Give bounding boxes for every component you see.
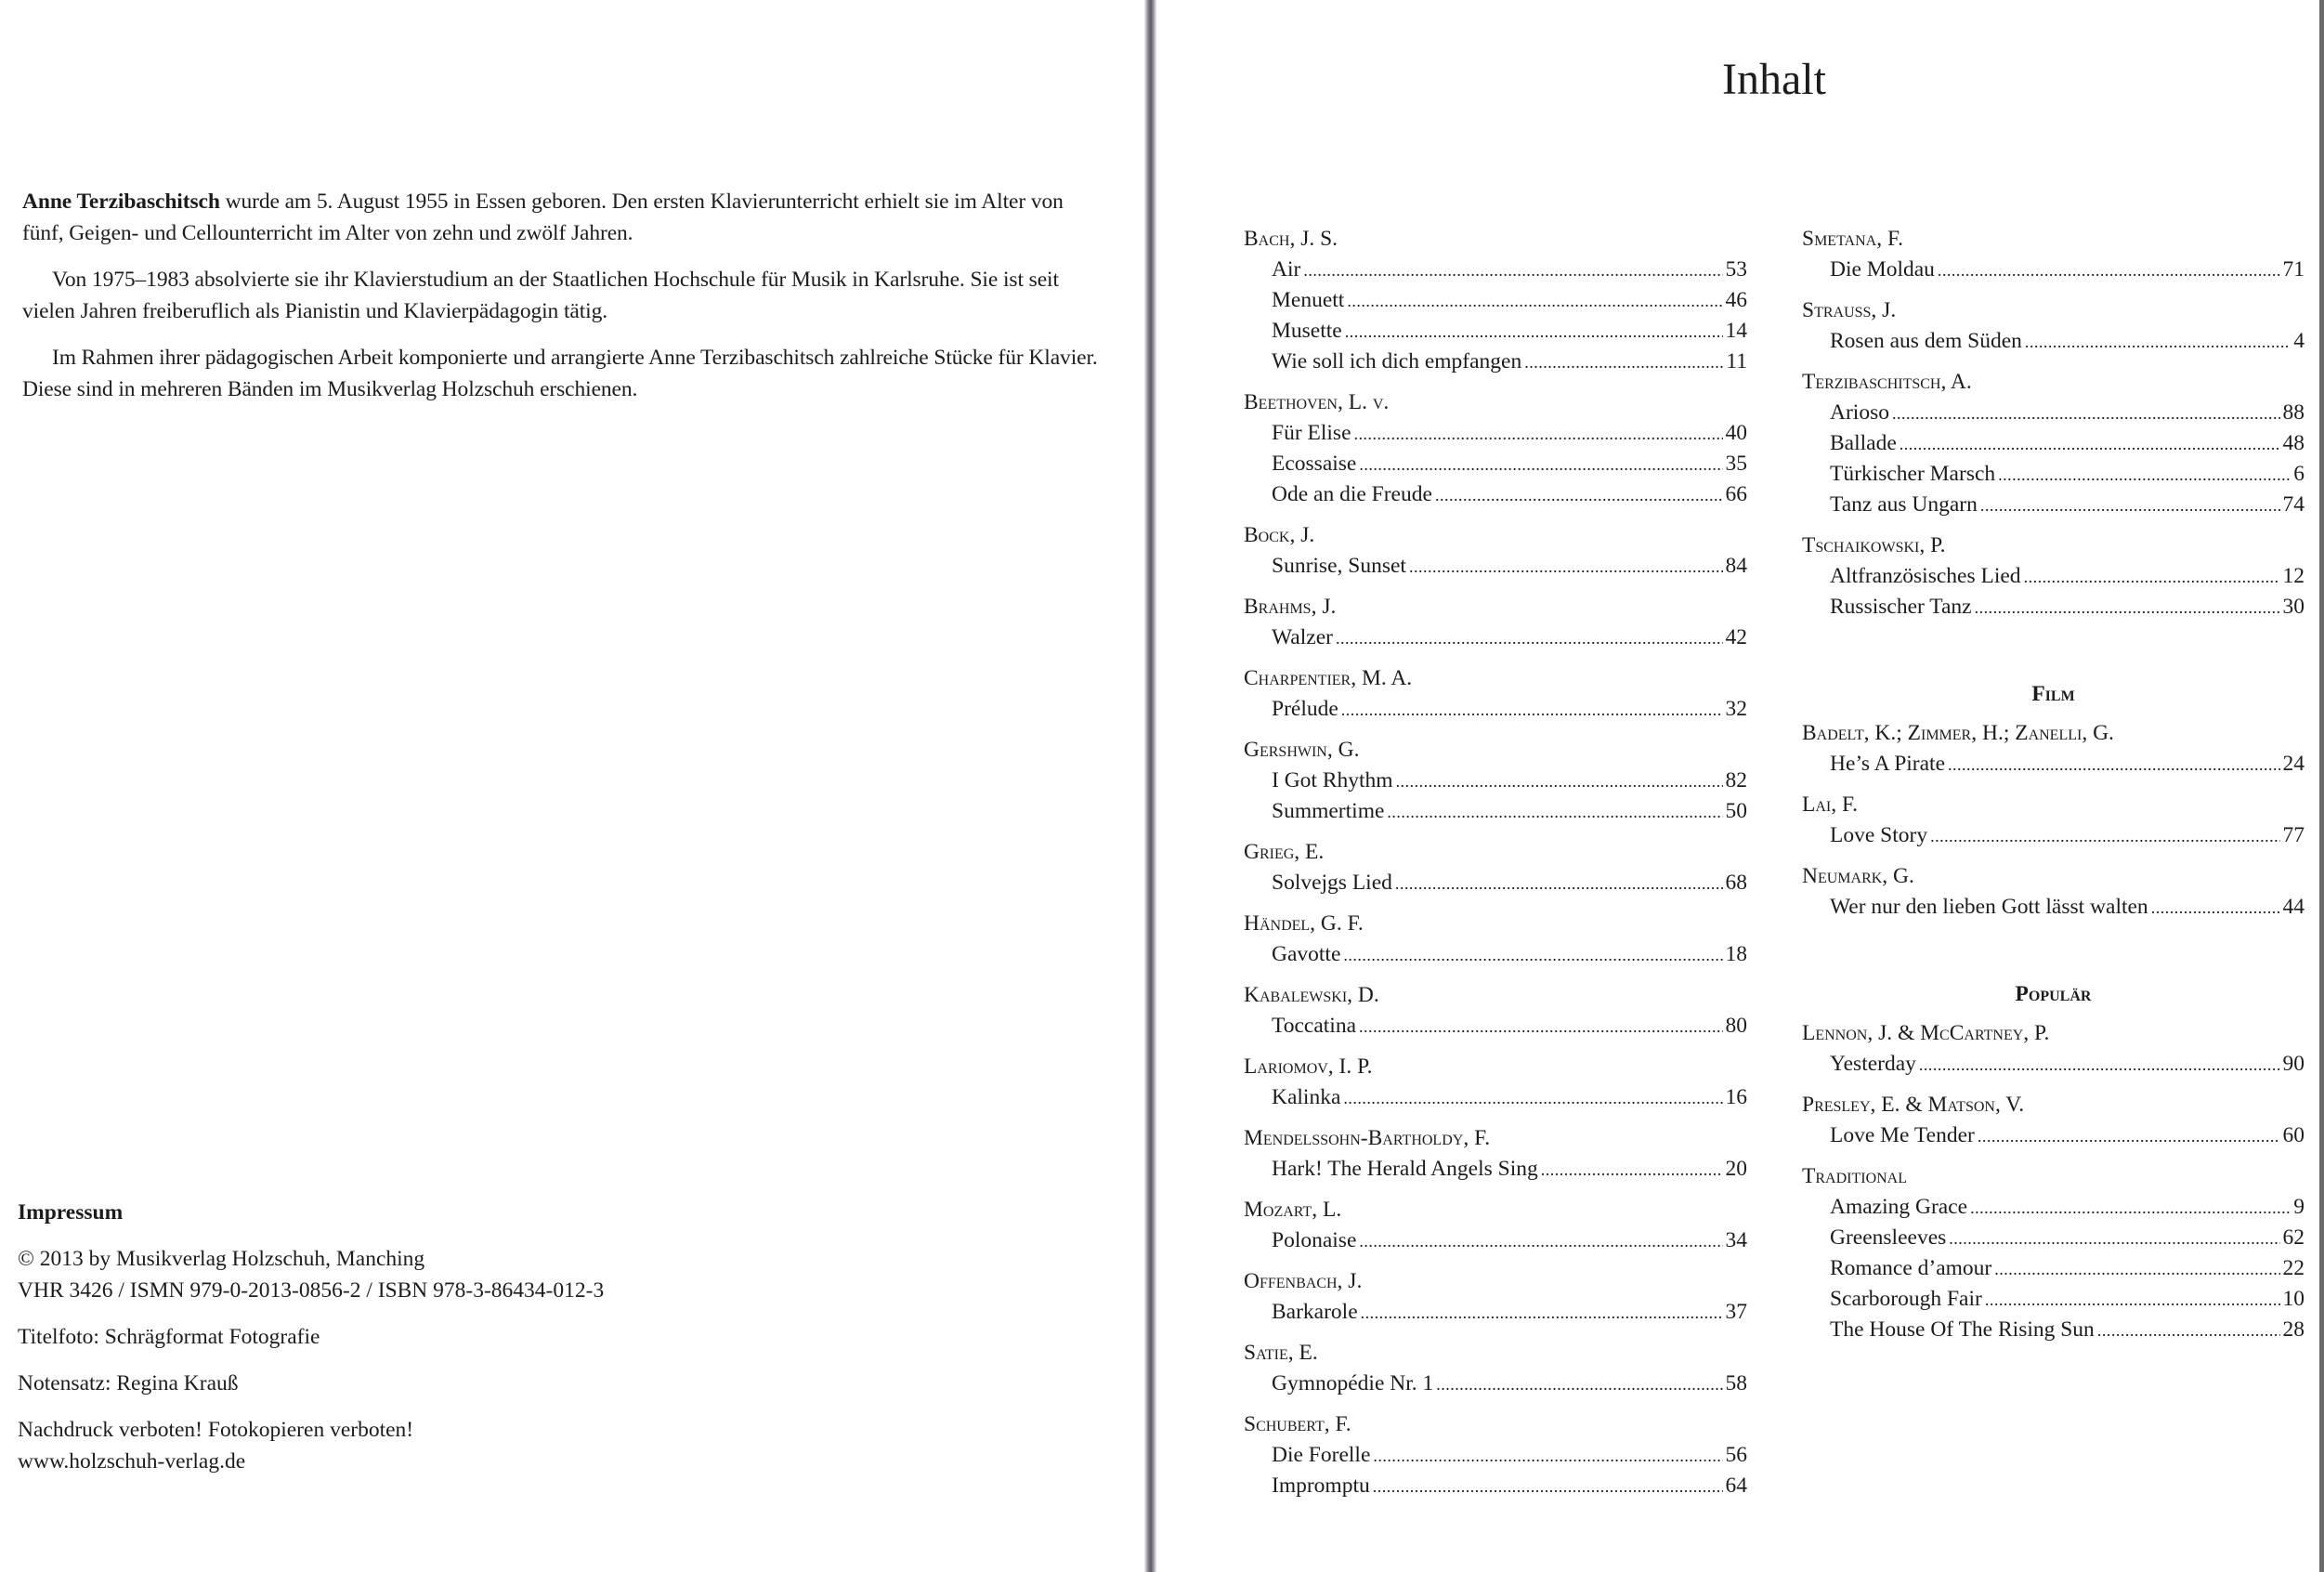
toc-popular-list [1802, 1017, 2304, 1345]
toc-entry [1802, 428, 2304, 459]
toc-composer: Satie, E. [1244, 1341, 1318, 1365]
toc-entry [1802, 490, 2304, 520]
toc-entry-page: 68 [1725, 871, 1747, 895]
toc-composer: Tschaikowski, P. [1802, 533, 1946, 557]
toc-entry-title: Hark! The Herald Angels Sing [1272, 1157, 1538, 1181]
toc-entry [1244, 255, 1747, 285]
toc-composer: Presley, E. & Matson, V. [1802, 1093, 2025, 1117]
toc-leader-dots [2151, 893, 2280, 923]
toc-leader-dots [1336, 623, 1723, 653]
toc-composer-group [1244, 386, 1747, 510]
toc-entry-page: 40 [1725, 421, 1747, 445]
bio-paragraph-1 [22, 186, 1100, 249]
toc-composer-group [1802, 1089, 2304, 1151]
toc-entry-page: 84 [1725, 554, 1747, 578]
toc-entry-page: 90 [2282, 1052, 2304, 1076]
toc-composer-group [1802, 1160, 2304, 1345]
toc-entry-title: I Got Rhythm [1272, 768, 1393, 793]
toc-leader-dots [1361, 1298, 1723, 1328]
toc-composer: Lennon, J. & McCartney, P. [1802, 1021, 2050, 1045]
toc-leader-dots [1359, 450, 1722, 479]
toc-leader-dots [1900, 429, 2280, 459]
toc-entry-title: Die Forelle [1272, 1443, 1371, 1467]
toc-entry-page: 14 [1725, 319, 1747, 343]
toc-entry [1244, 766, 1747, 796]
toc-entry-page: 82 [1725, 768, 1747, 793]
toc-composer: Schubert, F. [1244, 1412, 1351, 1436]
toc-composer-group [1244, 1337, 1747, 1399]
toc-entry-title: Für Elise [1272, 421, 1351, 445]
toc-entry-page: 88 [2282, 400, 2304, 425]
toc-leader-dots [1341, 695, 1723, 725]
toc-composer-group [1244, 1051, 1747, 1113]
impressum-nachdruck: Nachdruck verboten! Fotokopieren verboten! [18, 1418, 414, 1442]
toc-entry-title: Solvejgs Lied [1272, 871, 1392, 895]
toc-entry-page: 58 [1725, 1371, 1747, 1395]
toc-entry [1802, 1049, 2304, 1080]
toc-leader-dots [1930, 821, 2279, 851]
toc-composer-group [1244, 734, 1747, 827]
toc-composer: Terzibaschitsch, A. [1802, 370, 1972, 394]
toc-composer-group [1244, 591, 1747, 653]
toc-leader-dots [1541, 1155, 1723, 1185]
impressum-copyright: © 2013 by Musikverlag Holzschuh, Manching [18, 1247, 425, 1271]
toc-entry-title: Wie soll ich dich empfangen [1272, 349, 1522, 373]
toc-entry-title: Prélude [1272, 697, 1338, 721]
toc-entry-page: 9 [2293, 1195, 2304, 1219]
toc-composer: Mendelssohn-Bartholdy, F. [1244, 1126, 1491, 1150]
toc-leader-dots [1938, 255, 2280, 285]
toc-entry-title: Kalinka [1272, 1085, 1341, 1109]
toc-composer: Smetana, F. [1802, 227, 1904, 251]
toc-entry [1244, 1369, 1747, 1399]
toc-composer-group [1244, 1408, 1747, 1501]
bio-paragraph-3: Im Rahmen ihrer pädagogischen Arbeit komponierte und arrangierte Anne Terzibaschitsch zahlreiche Stücke für Klavier. Diese sind in mehreren Bänden im Musikverlag Holzschuh erschienen. [22, 346, 1098, 401]
toc-section-film: Film [2031, 682, 2075, 706]
toc-composer: Strauss, J. [1802, 298, 1897, 322]
toc-entry-page: 66 [1725, 482, 1747, 506]
toc-section-popular: Populär [2015, 982, 2092, 1006]
toc-composer-group [1244, 519, 1747, 582]
toc-entry [1244, 939, 1747, 970]
toc-entry-page: 80 [1725, 1014, 1747, 1038]
toc-entry [1802, 1315, 2304, 1345]
toc-entry-title: Altfranzösisches Lied [1830, 564, 2021, 588]
toc-leader-dots [1435, 480, 1723, 510]
toc-composer-group [1244, 223, 1747, 377]
toc-composer: Offenbach, J. [1244, 1269, 1363, 1293]
toc-composer: Lai, F. [1802, 793, 1859, 817]
toc-leader-dots [1387, 797, 1722, 827]
impressum-website: www.holzschuh-verlag.de [18, 1449, 246, 1474]
toc-leader-dots [1998, 460, 2291, 490]
toc-entry-page: 34 [1725, 1228, 1747, 1252]
toc-composer: Händel, G. F. [1244, 911, 1364, 936]
toc-entry [1802, 398, 2304, 428]
toc-entry [1244, 418, 1747, 449]
toc-composer-group [1802, 1017, 2304, 1080]
toc-entry [1244, 796, 1747, 827]
impressum [18, 1197, 668, 1492]
toc-composer: Charpentier, M. A. [1244, 666, 1413, 690]
toc-entry-title: Die Moldau [1830, 257, 1935, 282]
toc-leader-dots [1949, 1224, 2279, 1253]
toc-entry-page: 37 [1725, 1300, 1747, 1324]
toc-composer-group [1244, 836, 1747, 898]
toc-entry [1802, 592, 2304, 622]
toc-entry [1244, 551, 1747, 582]
toc-entry-page: 60 [2282, 1123, 2304, 1147]
bio-author-name: Anne Terzibaschitsch [22, 190, 220, 214]
toc-entry [1802, 1284, 2304, 1315]
toc-composer: Gershwin, G. [1244, 738, 1360, 762]
toc-entry [1802, 255, 2304, 285]
toc-entry [1802, 749, 2304, 779]
toc-entry-page: 50 [1725, 799, 1747, 823]
toc-classical-continued [1802, 223, 2304, 622]
toc-column-right [1802, 223, 2304, 1355]
toc-composer: Kabalewski, D. [1244, 983, 1379, 1007]
toc-composer: Neumark, G. [1802, 864, 1914, 888]
toc-entry [1244, 347, 1747, 377]
toc-leader-dots [1373, 1441, 1722, 1471]
biography [22, 186, 1100, 420]
toc-entry [1802, 326, 2304, 357]
toc-leader-dots [1409, 552, 1723, 582]
toc-composer-group [1244, 1194, 1747, 1256]
toc-entry-page: 6 [2293, 462, 2304, 486]
toc-entry-page: 20 [1725, 1157, 1747, 1181]
toc-entry-title: Russischer Tanz [1830, 595, 1972, 619]
bio-paragraph-1-text: wurde am 5. August 1955 in Essen geboren. Den ersten Klavierunterricht erhielt sie im Alter von fünf, Geigen- und Cellounterricht im Alter von zehn und zwölf Jahren. [22, 190, 1064, 245]
toc-entry [1802, 459, 2304, 490]
toc-entry-title: Gavotte [1272, 942, 1341, 966]
toc-composer: Beethoven, L. v. [1244, 390, 1390, 414]
toc-entry-title: Toccatina [1272, 1014, 1356, 1038]
toc-entry-title: Polonaise [1272, 1228, 1357, 1252]
toc-leader-dots [1524, 347, 1723, 377]
toc-entry-page: 56 [1725, 1443, 1747, 1467]
toc-column-left [1244, 223, 1747, 1511]
toc-entry-title: Walzer [1272, 625, 1333, 649]
toc-entry-title: Ode an die Freude [1272, 482, 1432, 506]
toc-entry-page: 35 [1725, 452, 1747, 476]
toc-leader-dots [1343, 1083, 1722, 1113]
toc-leader-dots [1359, 1012, 1723, 1041]
toc-entry-title: Love Me Tender [1830, 1123, 1975, 1147]
toc-composer: Bach, J. S. [1244, 227, 1338, 251]
toc-entry-page: 71 [2282, 257, 2304, 282]
toc-entry [1244, 1011, 1747, 1041]
toc-composer-group [1802, 789, 2304, 851]
toc-entry-title: Musette [1272, 319, 1342, 343]
toc-entry-page: 18 [1725, 942, 1747, 966]
toc-composer-group [1802, 530, 2304, 622]
toc-composer-group [1244, 908, 1747, 970]
left-page [0, 0, 1144, 1572]
toc-entry-title: The House Of The Rising Sun [1830, 1317, 2095, 1342]
toc-composer-group [1802, 223, 2304, 285]
toc-entry [1244, 694, 1747, 725]
toc-composer: Lariomov, I. P. [1244, 1055, 1373, 1079]
toc-leader-dots [1985, 1285, 2280, 1315]
toc-leader-dots [1347, 286, 1722, 316]
toc-leader-dots [1975, 593, 2280, 622]
toc-entry [1244, 1471, 1747, 1501]
book-gutter [1144, 0, 1156, 1572]
toc-entry [1802, 820, 2304, 851]
toc-entry-title: Wer nur den lieben Gott lässt walten [1830, 895, 2148, 919]
toc-entry-title: Arioso [1830, 400, 1889, 425]
toc-composer-group [1244, 979, 1747, 1041]
toc-entry-page: 46 [1725, 288, 1747, 312]
toc-entry-title: Türkischer Marsch [1830, 462, 1996, 486]
toc-leader-dots [1343, 940, 1722, 970]
toc-composer: Badelt, K.; Zimmer, H.; Zanelli, G. [1802, 721, 2114, 745]
toc-entry [1244, 316, 1747, 347]
toc-entry-page: 24 [2282, 752, 2304, 776]
toc-entry-title: Scarborough Fair [1830, 1287, 1982, 1311]
toc-entry [1244, 1154, 1747, 1185]
toc-entry-page: 48 [2282, 431, 2304, 455]
toc-composer-group [1244, 1265, 1747, 1328]
toc-entry-title: Yesterday [1830, 1052, 1916, 1076]
toc-entry-page: 22 [2282, 1256, 2304, 1280]
toc-entry [1244, 285, 1747, 316]
toc-leader-dots [1345, 317, 1723, 347]
toc-leader-dots [1303, 255, 1722, 285]
toc-entry-page: 44 [2282, 895, 2304, 919]
toc-entry-page: 28 [2282, 1317, 2304, 1342]
toc-entry-page: 30 [2282, 595, 2304, 619]
toc-entry-page: 4 [2293, 329, 2304, 353]
toc-leader-dots [1395, 869, 1723, 898]
toc-leader-dots [1359, 1226, 1722, 1256]
toc-entry-title: Ecossaise [1272, 452, 1357, 476]
toc-entry [1802, 1192, 2304, 1223]
toc-entry-title: Summertime [1272, 799, 1385, 823]
toc-entry-page: 12 [2282, 564, 2304, 588]
toc-entry [1244, 1225, 1747, 1256]
toc-leader-dots [2097, 1316, 2280, 1345]
toc-leader-dots [1396, 766, 1723, 796]
toc-entry [1802, 1223, 2304, 1253]
toc-leader-dots [1354, 419, 1723, 449]
toc-entry [1244, 868, 1747, 898]
toc-composer-group [1802, 366, 2304, 520]
toc-entry-title: Romance d’amour [1830, 1256, 1992, 1280]
toc-entry-page: 10 [2282, 1287, 2304, 1311]
toc-entry-title: Air [1272, 257, 1301, 282]
toc-leader-dots [1373, 1472, 1723, 1501]
toc-title: Inhalt [1722, 55, 1826, 104]
toc-leader-dots [1436, 1369, 1722, 1399]
toc-leader-dots [1994, 1254, 2279, 1284]
toc-entry-title: Menuett [1272, 288, 1345, 312]
toc-entry-title: He’s A Pirate [1830, 752, 1946, 776]
toc-composer: Bock, J. [1244, 523, 1315, 547]
toc-composer-group [1802, 717, 2304, 779]
toc-leader-dots [1978, 1121, 2280, 1151]
toc-entry-page: 74 [2282, 492, 2304, 517]
toc-entry [1802, 561, 2304, 592]
impressum-identifiers: VHR 3426 / ISMN 979-0-2013-0856-2 / ISBN 978-3-86434-012-3 [18, 1278, 605, 1303]
toc-composer: Brahms, J. [1244, 595, 1337, 619]
toc-entry-title: Amazing Grace [1830, 1195, 1968, 1219]
toc-entry-page: 32 [1725, 697, 1747, 721]
toc-entry-page: 77 [2282, 823, 2304, 847]
toc-entry [1244, 1297, 1747, 1328]
toc-entry-page: 16 [1725, 1085, 1747, 1109]
toc-leader-dots [1892, 399, 2280, 428]
toc-entry-page: 64 [1725, 1474, 1747, 1498]
toc-entry-title: Greensleeves [1830, 1225, 1947, 1250]
toc-entry-title: Barkarole [1272, 1300, 1358, 1324]
toc-entry [1802, 892, 2304, 923]
toc-entry-title: Sunrise, Sunset [1272, 554, 1406, 578]
toc-leader-dots [2025, 327, 2291, 357]
toc-entry [1802, 1253, 2304, 1284]
toc-entry [1244, 1440, 1747, 1471]
toc-composer: Traditional [1802, 1164, 1908, 1188]
toc-entry-title: Impromptu [1272, 1474, 1370, 1498]
bio-paragraph-2: Von 1975–1983 absolvierte sie ihr Klavierstudium an der Staatlichen Hochschule für Musik in Karlsruhe. Sie ist seit vielen Jahren freiberuflich als Pianistin und Klavierpädagogin tätig. [22, 268, 1059, 323]
toc-entry [1244, 479, 1747, 510]
toc-composer-group [1244, 662, 1747, 725]
toc-entry-page: 53 [1725, 257, 1747, 282]
toc-entry [1802, 1120, 2304, 1151]
toc-entry [1244, 449, 1747, 479]
toc-entry [1244, 1082, 1747, 1113]
impressum-notensatz: Notensatz: Regina Krauß [18, 1371, 239, 1395]
toc-entry-title: Gymnopédie Nr. 1 [1272, 1371, 1434, 1395]
toc-composer: Grieg, E. [1244, 840, 1325, 864]
toc-composer-group [1802, 295, 2304, 357]
toc-leader-dots [1970, 1193, 2291, 1223]
toc-leader-dots [1948, 750, 2279, 779]
toc-entry-title: Rosen aus dem Süden [1830, 329, 2022, 353]
toc-leader-dots [2024, 562, 2280, 592]
toc-entry-title: Ballade [1830, 431, 1897, 455]
impressum-heading: Impressum [18, 1200, 124, 1225]
toc-entry-page: 42 [1725, 625, 1747, 649]
toc-entry-page: 62 [2282, 1225, 2304, 1250]
toc-entry-page: 11 [1726, 349, 1747, 373]
toc-entry-title: Tanz aus Ungarn [1830, 492, 1978, 517]
toc-entry [1244, 622, 1747, 653]
toc-composer-group [1244, 1122, 1747, 1185]
toc-film-list [1802, 717, 2304, 923]
page-edge [2319, 0, 2324, 1572]
toc-leader-dots [1919, 1050, 2280, 1080]
toc-composer: Mozart, L. [1244, 1198, 1342, 1222]
impressum-titelfoto: Titelfoto: Schrägformat Fotografie [18, 1325, 320, 1349]
toc-leader-dots [1980, 491, 2280, 520]
toc-composer-group [1802, 860, 2304, 923]
toc-entry-title: Love Story [1830, 823, 1928, 847]
